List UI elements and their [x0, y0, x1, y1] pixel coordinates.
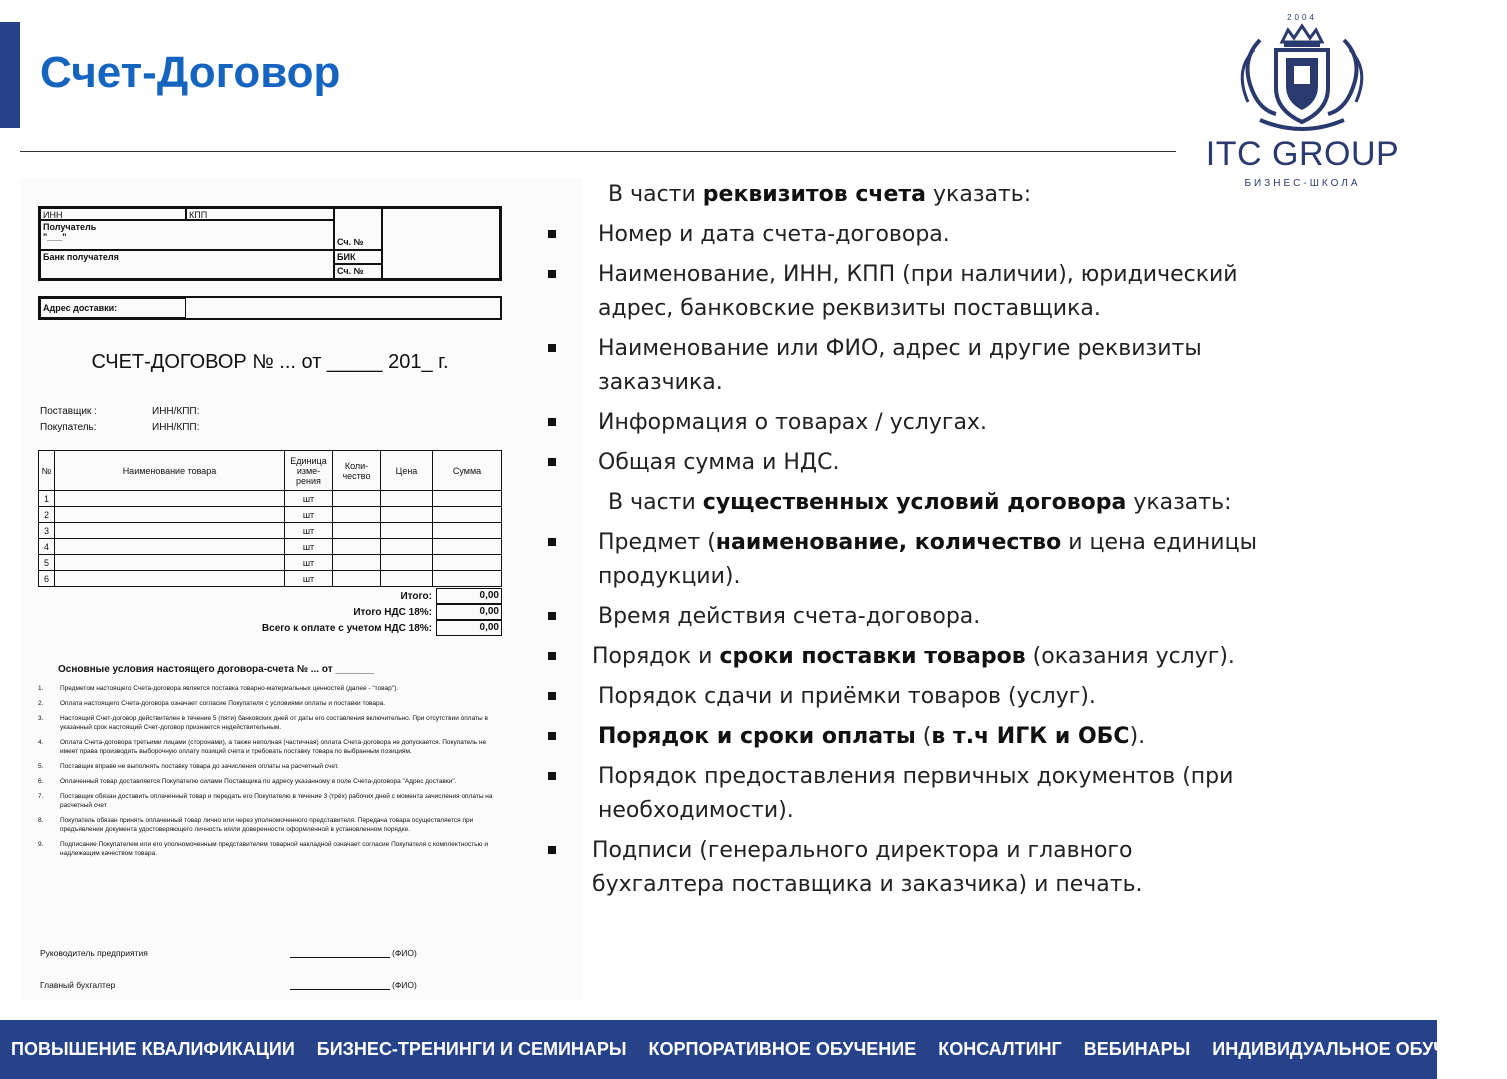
list-item: Порядок и сроки поставки товаров (оказания услуг). — [548, 640, 1268, 674]
bullet-icon — [548, 446, 592, 480]
list-item: Подписи (генерального директора и главного бухгалтера поставщика и заказчика) и печать. — [548, 834, 1268, 902]
account-cell: Сч. № — [334, 208, 382, 250]
header-divider — [20, 151, 1176, 152]
parties-block — [40, 404, 199, 436]
footer-link-consulting[interactable]: КОНСАЛТИНГ — [938, 1039, 1062, 1059]
due-label: Всего к оплате с учетом НДС 18%: — [261, 622, 432, 634]
list-item: Наименование, ИНН, КПП (при наличии), юридический адрес, банковские реквизиты поставщика. — [548, 258, 1268, 326]
document-title: СЧЕТ-ДОГОВОР № ... от _____ 201_ г. — [91, 351, 449, 373]
bullet-icon — [548, 834, 592, 902]
bullet-icon — [548, 680, 592, 714]
table-row: 4 шт — [39, 539, 502, 555]
corr-account-cell: Сч. № — [334, 264, 382, 279]
delivery-address-label: Адрес доставки: — [40, 298, 186, 318]
director-signature — [40, 948, 440, 958]
footer-link-trainings[interactable]: БИЗНЕС-ТРЕНИНГИ И СЕМИНАРЫ — [316, 1039, 627, 1059]
list-item: Номер и дата счета-договора. — [548, 218, 1268, 252]
col-number: № — [39, 451, 55, 491]
list-item: 9. Подписание Покупателем или его уполномоченным представителем товарной накладной означает согласие Покупателя с комплектностью и надлежащим качеством товара. — [38, 841, 488, 857]
due-value: 0,00 — [436, 620, 502, 636]
items-table — [38, 450, 502, 587]
bullet-icon — [548, 760, 592, 828]
crest-emblem-icon — [1230, 10, 1375, 135]
bullet-icon — [548, 258, 592, 326]
list-item: 5. Поставщик вправе не выполнять поставку товара до зачисления оплаты на расчетный счет. — [38, 763, 339, 770]
total-label: Итого: — [400, 590, 432, 602]
accountant-label: Главный бухгалтер — [40, 980, 116, 990]
footer-nav — [0, 1020, 1496, 1079]
signature-line — [290, 957, 390, 958]
list-item: 4. Оплата Счета-договора третьими лицами (сторонами), а также неполная (частичная) оплата Счета-договора не допускается. Покупатель не имеет права производить выборочную оплату позиций счета и требовать поставку товара по выбранным позициям. — [38, 739, 487, 755]
buyer-value: ИНН/КПП: — [152, 422, 200, 433]
itc-group-logo — [1200, 10, 1405, 190]
invoice-document-image — [20, 178, 582, 1000]
bank-cell: Банк получателя — [40, 250, 334, 279]
bik-cell: БИК — [334, 250, 382, 264]
footer-link-qualification[interactable]: ПОВЫШЕНИЕ КВАЛИФИКАЦИИ — [11, 1039, 295, 1059]
conditions-title: Основные условия настоящего договора-счета № ... от _______ — [58, 664, 375, 675]
table-row: 3 шт — [39, 523, 502, 539]
director-label: Руководитель предприятия — [40, 948, 148, 958]
director-fio: (ФИО) — [392, 948, 417, 958]
totals-block — [220, 588, 502, 636]
list-item: 3. Настоящий Счет-договор действителен в течение 5 (пяти) банковских дней от даты его составления включительно. При отсутствии оплаты в указанный срок настоящий Счет-договор признается недействительным. — [38, 715, 488, 731]
total-value: 0,00 — [436, 588, 502, 604]
bullet-icon — [548, 406, 592, 440]
signature-line — [290, 989, 390, 990]
list-item: Наименование или ФИО, адрес и другие реквизиты заказчика. — [548, 332, 1268, 400]
requirements-text — [548, 178, 1268, 908]
accountant-fio: (ФИО) — [392, 980, 417, 990]
list-item: Порядок предоставления первичных документов (при необходимости). — [548, 760, 1268, 828]
bullet-icon — [548, 720, 592, 754]
list-item: 1. Предметом настоящего Счета-договора является поставка товарно-материальных ценностей (далее - "товар"). — [38, 685, 399, 692]
list-item: Информация о товарах / услугах. — [548, 406, 1268, 440]
delivery-address-field — [38, 296, 502, 320]
bullet-icon — [548, 600, 592, 634]
recipient-quote: "___" — [43, 232, 67, 242]
list-item: 7. Поставщик обязан доставить оплаченный товар и передать его Покупателю в течение 3 (трёх) рабочих дней с момента зачисления оплаты на расчетный счет — [38, 793, 493, 809]
col-unit: Единица изме-рения — [285, 451, 333, 491]
table-row: 6 шт — [39, 571, 502, 587]
inn-cell: ИНН — [40, 208, 186, 220]
bank-details-table — [38, 206, 502, 281]
conditions-intro: В части существенных условий договора указать: — [608, 490, 1232, 515]
col-name: Наименование товара — [55, 451, 285, 491]
list-item: Время действия счета-договора. — [548, 600, 1268, 634]
table-row: 5 шт — [39, 555, 502, 571]
list-item: 8. Покупатель обязан принять оплаченный товар лично или через уполномоченного представителя. Передача товара осуществляется при предъявлении документа удостоверяющего личность и/или доверенности оформленной в установленном порядке. — [38, 817, 474, 833]
supplier-value: ИНН/КПП: — [152, 406, 200, 417]
conditions-list — [38, 684, 502, 864]
values-cell — [382, 208, 500, 279]
accountant-signature — [40, 980, 440, 990]
logo-year: 2004 — [1287, 13, 1317, 22]
list-item: Порядок и сроки оплаты (в т.ч ИГК и ОБС). — [548, 720, 1268, 754]
supplier-label: Поставщик : — [40, 406, 97, 417]
list-item: Общая сумма и НДС. — [548, 446, 1268, 480]
recipient-label: Получатель — [43, 222, 97, 232]
table-row: 1 шт — [39, 491, 502, 507]
list-item: 2. Оплата настоящего Счета-договора означает согласие Покупателя с условиями оплаты и поставки товара. — [38, 700, 386, 707]
footer-link-webinars[interactable]: ВЕБИНАРЫ — [1083, 1039, 1191, 1059]
kpp-cell: КПП — [186, 208, 334, 220]
list-item: Порядок сдачи и приёмки товаров (услуг). — [548, 680, 1268, 714]
page-title: Счет-Договор — [40, 48, 341, 97]
recipient-cell — [40, 220, 334, 250]
col-qty: Коли-чество — [333, 451, 381, 491]
logo-subtitle: БИЗНЕС-ШКОЛА — [1244, 178, 1361, 189]
title-accent-bar — [0, 22, 20, 128]
list-item: Предмет (наименование, количество и цена единицы продукции). — [548, 526, 1268, 594]
vat-label: Итого НДС 18%: — [353, 606, 432, 618]
vat-value: 0,00 — [436, 604, 502, 620]
col-price: Цена — [381, 451, 433, 491]
logo-name: ITC GROUP — [1205, 135, 1400, 173]
bullet-icon — [548, 218, 592, 252]
footer-link-individual[interactable]: ИНДИВИДУАЛЬНОЕ ОБУЧЕНИЕ — [1212, 1039, 1496, 1059]
bullet-icon — [548, 526, 592, 594]
details-intro: В части реквизитов счета указать: — [608, 182, 1032, 207]
footer-link-corporate[interactable]: КОРПОРАТИВНОЕ ОБУЧЕНИЕ — [648, 1039, 917, 1059]
bullet-icon — [548, 332, 592, 400]
buyer-label: Покупатель: — [40, 422, 97, 433]
col-sum: Сумма — [433, 451, 502, 491]
table-row: 2 шт — [39, 507, 502, 523]
list-item: 6. Оплаченный товар доставляется Покупателю силами Поставщика по адресу указанному в поле Счета-договора "Адрес доставки". — [38, 778, 457, 785]
bullet-icon — [548, 640, 592, 674]
